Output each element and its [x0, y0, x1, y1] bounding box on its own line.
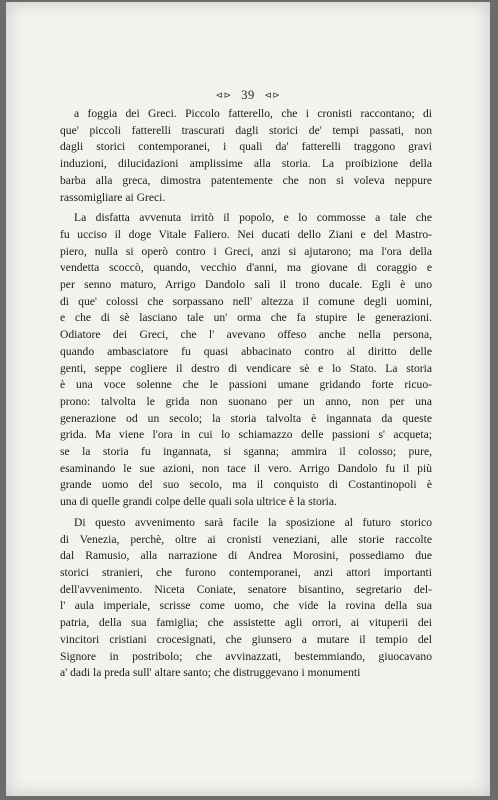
text-line: genti, seppe cogliere il destro di vendicare sè e lo Stato. La storia [60, 361, 432, 375]
book-page [6, 2, 490, 796]
text-line: dal Ramusio, alla narrazione di Andrea Morosini, possediamo due [60, 549, 432, 563]
text-line: storici stranieri, che furono contemporanei, anzi attori importanti [60, 565, 432, 579]
text-line: grida. Ma viene l'ora in cui lo schiamazzo delle passioni s' acqueta; [60, 428, 432, 442]
text-line: e che di sè lasciano tale un' orma che fa stupire le generazioni. [60, 311, 432, 325]
text-line: esaminando le sue azioni, non tace il vero. Arrigo Dandolo fu il più [60, 461, 432, 475]
text-line: grande uomo del suo secolo, ma il conquisto di Costantinopoli è [60, 478, 432, 492]
text-line: è una voce solenne che le passioni umane gridando forte ricuo- [60, 378, 432, 392]
text-line: per senno maturo, Arrigo Dandolo salì il trono ducale. Egli è uno [60, 278, 432, 292]
text-line: fu ucciso il doge Vitale Faliero. Nei ducati dello Ziani e del Mastro- [60, 227, 432, 241]
paragraph [60, 106, 432, 206]
text-line: Di questo avvenimento sarà facile la sposizione al futuro storico [74, 515, 432, 529]
text-line: vendetta scoccò, quando, vecchio d'anni, ma giovane di coraggio e [60, 261, 432, 275]
text-line: que' piccoli fatterelli trascurati dagli storici de' tempi passati, non [60, 123, 432, 137]
text-line: generazione od un secolo; la storia talvolta è ingannata da queste [60, 411, 432, 425]
text-line: patria, della sua famiglia; che assistette agli orrori, ai vituperii dei [60, 616, 432, 630]
paragraph [60, 210, 432, 511]
text-line: di Venezia, perchè, oltre ai cronisti veneziani, alle storie raccolte [60, 532, 432, 546]
text-line: prono: talvolta le grida non suonano per un anno, non per una [60, 394, 432, 408]
text-line: quando ambasciatore fu quasi abbacinato contro al diritto delle [60, 344, 432, 358]
text-line: una di quelle grandi colpe delle quali sola ultrice è la storia. [60, 495, 337, 509]
text-line: se la storia fu ingannata, si sganna; ammira il colosso; pure, [60, 445, 432, 459]
page-number: 39 [241, 88, 255, 102]
text-line: a foggia dei Greci. Piccolo fatterello, che i cronisti raccontano; di [74, 107, 432, 120]
text-line: dell'avvenimento. Niceta Coniate, senatore bisantino, segretario del- [60, 582, 432, 596]
page-header [6, 88, 490, 103]
text-line: piero, nulla si operò contro i Greci, anzi si ajutarono; ma l'ora della [60, 244, 432, 258]
text-line: di que' colossi che sorpassano nell' altezza il comune degli uomini, [60, 294, 432, 308]
body-text [60, 106, 432, 682]
text-line: dagli storici contemporanei, i quali da' fatterelli traggono gravi [60, 140, 432, 154]
text-line: l' aula imperiale, scrisse come uomo, che vide la rovina della sua [60, 599, 432, 613]
text-line: Odiatore dei Greci, che l' avevano offeso anche nella persona, [60, 328, 432, 342]
paragraph [60, 515, 432, 682]
ornament-left-icon: ⊲⊳ [215, 90, 232, 100]
text-line: Signore in postribolo; che avvinazzati, bestemmiando, giuocavano [60, 649, 432, 663]
text-line: barba alla greca, dimostra patentemente che non si voleva neppure [60, 173, 432, 187]
text-line: rassomigliare ai Greci. [60, 190, 166, 204]
ornament-right-icon: ⊲⊳ [264, 90, 281, 100]
text-line: vincitori cristiani crocesignati, che giunsero a mutare il tempio del [60, 632, 432, 646]
text-line: induzioni, dilucidazioni amplissime alla storia. La proibizione della [60, 157, 432, 171]
text-line: a' dadi la preda sull' altare santo; che distruggevano i monumenti [60, 666, 361, 680]
text-line: La disfatta avvenuta irritò il popolo, e lo commosse a tale che [74, 211, 432, 225]
